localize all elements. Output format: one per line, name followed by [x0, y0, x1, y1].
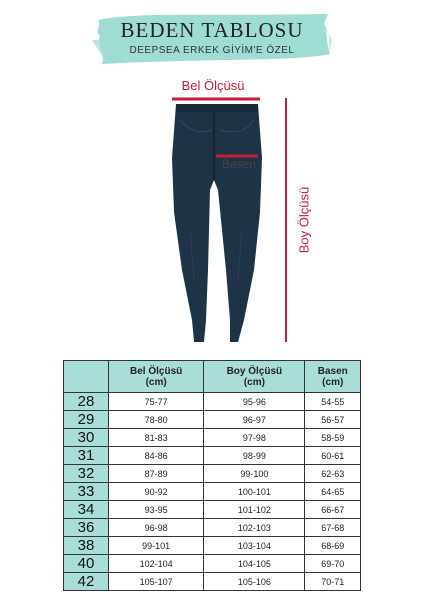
header-banner [92, 10, 332, 66]
size-cell: 42 [64, 573, 109, 591]
length-cell: 105-106 [204, 573, 305, 591]
table-row [64, 447, 361, 465]
waist-cell: 84-86 [109, 447, 204, 465]
waist-cell: 105-107 [109, 573, 204, 591]
size-cell: 32 [64, 465, 109, 483]
column-header-length: Boy Ölçüsü (cm) [204, 361, 305, 393]
size-cell: 30 [64, 429, 109, 447]
table-row [64, 393, 361, 411]
waist-cell: 93-95 [109, 501, 204, 519]
waist-label: Bel Ölçüsü [181, 78, 245, 93]
length-cell: 103-104 [204, 537, 305, 555]
waist-cell: 102-104 [109, 555, 204, 573]
length-label-box [281, 168, 327, 272]
jeans-diagram [150, 80, 290, 350]
size-cell: 38 [64, 537, 109, 555]
hip-cell: 68-69 [305, 537, 361, 555]
hip-cell: 62-63 [305, 465, 361, 483]
table-row [64, 501, 361, 519]
table-row [64, 465, 361, 483]
table-row [64, 537, 361, 555]
table-row [64, 555, 361, 573]
size-cell: 31 [64, 447, 109, 465]
column-header-hip: Basen (cm) [305, 361, 361, 393]
length-cell: 100-101 [204, 483, 305, 501]
hip-cell: 70-71 [305, 573, 361, 591]
page-title: BEDEN TABLOSU [120, 18, 304, 42]
size-cell: 34 [64, 501, 109, 519]
length-cell: 95-96 [204, 393, 305, 411]
hip-cell: 66-67 [305, 501, 361, 519]
length-cell: 99-100 [204, 465, 305, 483]
hip-cell: 64-65 [305, 483, 361, 501]
length-cell: 98-99 [204, 447, 305, 465]
table-row [64, 411, 361, 429]
hip-cell: 54-55 [305, 393, 361, 411]
waist-cell: 96-98 [109, 519, 204, 537]
length-label: Boy Ölçüsü [296, 186, 312, 254]
size-cell: 29 [64, 411, 109, 429]
length-cell: 96-97 [204, 411, 305, 429]
size-cell: 40 [64, 555, 109, 573]
size-cell: 36 [64, 519, 109, 537]
hip-label: Basen [222, 157, 257, 171]
waist-cell: 87-89 [109, 465, 204, 483]
hip-cell: 67-68 [305, 519, 361, 537]
waist-cell: 99-101 [109, 537, 204, 555]
waist-cell: 75-77 [109, 393, 204, 411]
hip-cell: 56-57 [305, 411, 361, 429]
table-row [64, 429, 361, 447]
length-cell: 104-105 [204, 555, 305, 573]
table-row [64, 519, 361, 537]
hip-cell: 60-61 [305, 447, 361, 465]
waist-cell: 78-80 [109, 411, 204, 429]
column-header-waist: Bel Ölçüsü (cm) [109, 361, 204, 393]
length-cell: 97-98 [204, 429, 305, 447]
table-header-row [64, 361, 361, 393]
table-row [64, 483, 361, 501]
table-corner-cell [64, 361, 109, 393]
table-row [64, 573, 361, 591]
jeans-silhouette [172, 104, 262, 342]
size-cell: 33 [64, 483, 109, 501]
hip-cell: 69-70 [305, 555, 361, 573]
hip-cell: 58-59 [305, 429, 361, 447]
size-table [63, 360, 361, 591]
waist-cell: 90-92 [109, 483, 204, 501]
length-cell: 102-103 [204, 519, 305, 537]
size-cell: 28 [64, 393, 109, 411]
page-subtitle: DEEPSEA ERKEK GİYİM'E ÖZEL [129, 45, 295, 56]
waist-cell: 81-83 [109, 429, 204, 447]
length-cell: 101-102 [204, 501, 305, 519]
